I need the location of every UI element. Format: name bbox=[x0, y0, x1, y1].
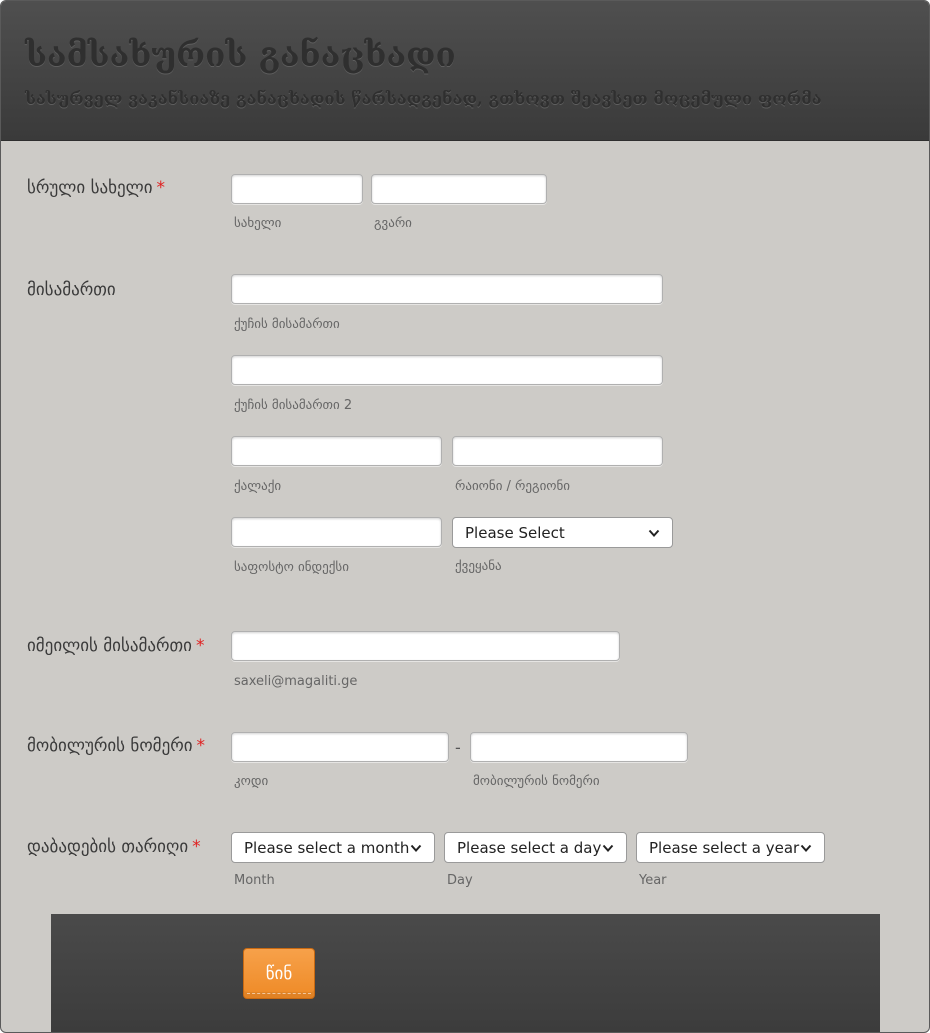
chevron-down-icon bbox=[800, 842, 812, 854]
first-name-sublabel: სახელი bbox=[234, 216, 282, 231]
email-sublabel: saxeli@magaliti.ge bbox=[234, 674, 358, 689]
region-input[interactable] bbox=[452, 436, 663, 466]
submit-button-label: წინ bbox=[265, 963, 293, 984]
postal-code-sublabel: საფოსტო ინდექსი bbox=[234, 560, 349, 575]
street-address-input[interactable] bbox=[231, 274, 663, 304]
postal-code-input[interactable] bbox=[231, 517, 442, 547]
birth-month-select[interactable] bbox=[231, 832, 435, 863]
email-label-text: იმეილის მისამართი bbox=[27, 636, 192, 656]
email-label bbox=[27, 636, 204, 656]
last-name-sublabel: გვარი bbox=[374, 216, 412, 231]
form-header bbox=[1, 1, 929, 141]
phone-code-input[interactable] bbox=[231, 732, 449, 762]
required-mark: * bbox=[192, 837, 201, 857]
birth-date-label bbox=[27, 837, 201, 857]
street-address-2-sublabel: ქუჩის მისამართი 2 bbox=[234, 398, 353, 413]
address-label-text: მისამართი bbox=[27, 280, 116, 300]
city-input[interactable] bbox=[231, 436, 442, 466]
form-title: სამსახურის განაცხადი bbox=[25, 35, 456, 74]
chevron-down-icon bbox=[648, 527, 660, 539]
phone-label-text: მობილურის ნომერი bbox=[27, 736, 193, 756]
birth-month-sublabel: Month bbox=[234, 873, 275, 888]
chevron-down-icon bbox=[410, 842, 422, 854]
phone-number-input[interactable] bbox=[470, 732, 688, 762]
birth-year-select[interactable] bbox=[636, 832, 825, 863]
phone-code-sublabel: კოდი bbox=[234, 774, 269, 789]
country-sublabel: ქვეყანა bbox=[455, 559, 502, 574]
last-name-input[interactable] bbox=[371, 174, 547, 204]
birth-day-sublabel: Day bbox=[447, 873, 473, 888]
first-name-input[interactable] bbox=[231, 174, 363, 204]
birth-month-value: Please select a month bbox=[244, 838, 410, 857]
form-subtitle: სასურველ ვაკანსიაზე განაცხადის წარსადგენად, გთხოვთ შეავსეთ მოცემული ფორმა bbox=[25, 89, 822, 108]
form-footer bbox=[51, 914, 880, 1032]
street-address-2-input[interactable] bbox=[231, 355, 663, 385]
full-name-label-text: სრული სახელი bbox=[27, 178, 153, 198]
required-mark: * bbox=[196, 736, 206, 756]
full-name-label bbox=[27, 178, 165, 198]
phone-number-sublabel: მობილურის ნომერი bbox=[473, 774, 600, 789]
birth-date-label-text: დაბადების თარიღი bbox=[27, 837, 189, 857]
country-select-value: Please Select bbox=[465, 523, 565, 542]
country-select[interactable] bbox=[452, 517, 673, 548]
phone-separator: - bbox=[455, 738, 461, 757]
region-sublabel: რაიონი / რეგიონი bbox=[455, 479, 571, 494]
address-label bbox=[27, 280, 116, 300]
required-mark: * bbox=[195, 636, 205, 656]
required-mark: * bbox=[156, 178, 166, 198]
birth-day-select[interactable] bbox=[444, 832, 627, 863]
submit-button[interactable] bbox=[243, 948, 315, 999]
chevron-down-icon bbox=[602, 842, 614, 854]
birth-year-sublabel: Year bbox=[639, 873, 667, 888]
street-address-sublabel: ქუჩის მისამართი bbox=[234, 317, 340, 332]
birth-day-value: Please select a day bbox=[457, 838, 602, 857]
birth-year-value: Please select a year bbox=[649, 838, 800, 857]
phone-label bbox=[27, 736, 205, 756]
email-input[interactable] bbox=[231, 631, 620, 661]
city-sublabel: ქალაქი bbox=[234, 479, 282, 494]
